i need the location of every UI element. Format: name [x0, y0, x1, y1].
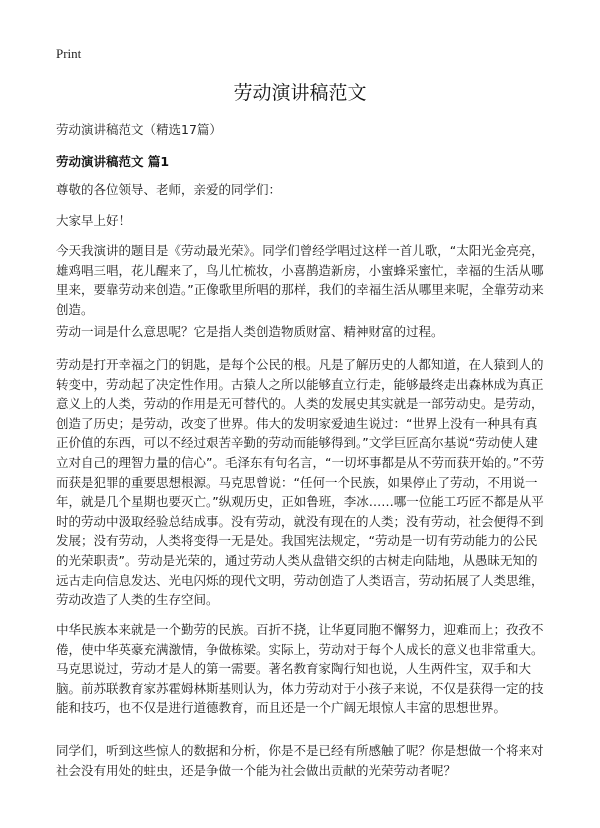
body-paragraph: 劳动是打开幸福之门的钥匙，是每个公民的根。凡是了解历史的人都知道，在人猿到人的转变中，劳动起了决定性作用。古猿人之所以能够直立行走，能够最终走出森林成为真正意义上的人类，劳动的作用是无可替代的。人类的发展史其实就是一部劳动史。是劳动，创造了历史；是劳动，改变了世界。伟大的发明家爱迪生说过：“世界上没有一种具有真正价值的东西，可以不经过艰苦辛勤的劳动而能够得到。”文学巨匠高尔基说“劳动使人建立对自己的理智力量的信心”。毛泽东有句名言，“一切坏事都是从不劳而获开始的。”不劳而获是犯罪的重要思想根源。马克思曾说：“任何一个民族，如果停止了劳动，不用说一年，就是几个星期也要灭亡。”纵观历史，正如鲁班，李冰……哪一位能工巧匠不都是从平时的劳动中汲取经验总结成事。没有劳动，就没有现在的人类；没有劳动，社会便得不到发展；没有劳动，人类将变得一无是处。我国宪法规定，“劳动是一切有劳动能力的公民的光荣职责”。劳动是光荣的，通过劳动人类从盘错交织的古树走向陆地，从愚昧无知的远古走向信息发达、光电闪烁的现代文明，劳动创造了人类语言，劳动拓展了人类思维，劳动改造了人类的生存空间。 [56, 357, 545, 608]
section-heading: 劳动演讲稿范文 篇1 [56, 154, 170, 169]
body-paragraph: 今天我演讲的题目是《劳动最光荣》。同学们曾经学唱过这样一首儿歌，“太阳光金亮亮，雄鸡唱三唱，花儿醒来了，鸟儿忙梳妆，小喜鹊造新房，小蜜蜂采蜜忙，幸福的生活从哪里来，要靠劳动来创造。”正像歌里所唱的那样，我们的幸福生活从哪里来呢，全靠劳动来创造。 [56, 243, 544, 317]
body-paragraph: 中华民族本来就是一个勤劳的民族。百折不挠，让华夏同胞不懈努力，迎难而上；孜孜不倦，使中华英豪充满激情，争做栋梁。实际上，劳动对于每个人成长的意义也非常重大。马克思说过，劳动才是人的第一需要。著名教育家陶行知也说，人生两件宝，双手和大脑。前苏联教育家苏霍姆林斯基则认为，体力劳动对于小孩子来说，不仅是获得一定的技能和技巧，也不仅是进行道德教育，而且还是一个广阔无垠惊人丰富的思想世界。 [56, 622, 544, 716]
document-title: 劳动演讲稿范文 [233, 82, 367, 104]
print-link[interactable]: Print [56, 46, 82, 61]
greeting-paragraph: 尊敬的各位领导、老师，亲爱的同学们： [56, 182, 282, 197]
document-subtitle: 劳动演讲稿范文（精选17篇） [56, 122, 222, 137]
body-paragraph: 同学们，听到这些惊人的数据和分析，你是不是已经有所感触了呢？你是想做一个将来对社会没有用处的蛀虫，还是争做一个能为社会做出贡献的光荣劳动者呢？ [56, 743, 544, 778]
body-paragraph: 劳动一词是什么意思呢？它是指人类创造物质财富、精神财富的过程。 [56, 324, 444, 339]
salutation-paragraph: 大家早上好！ [56, 213, 132, 228]
